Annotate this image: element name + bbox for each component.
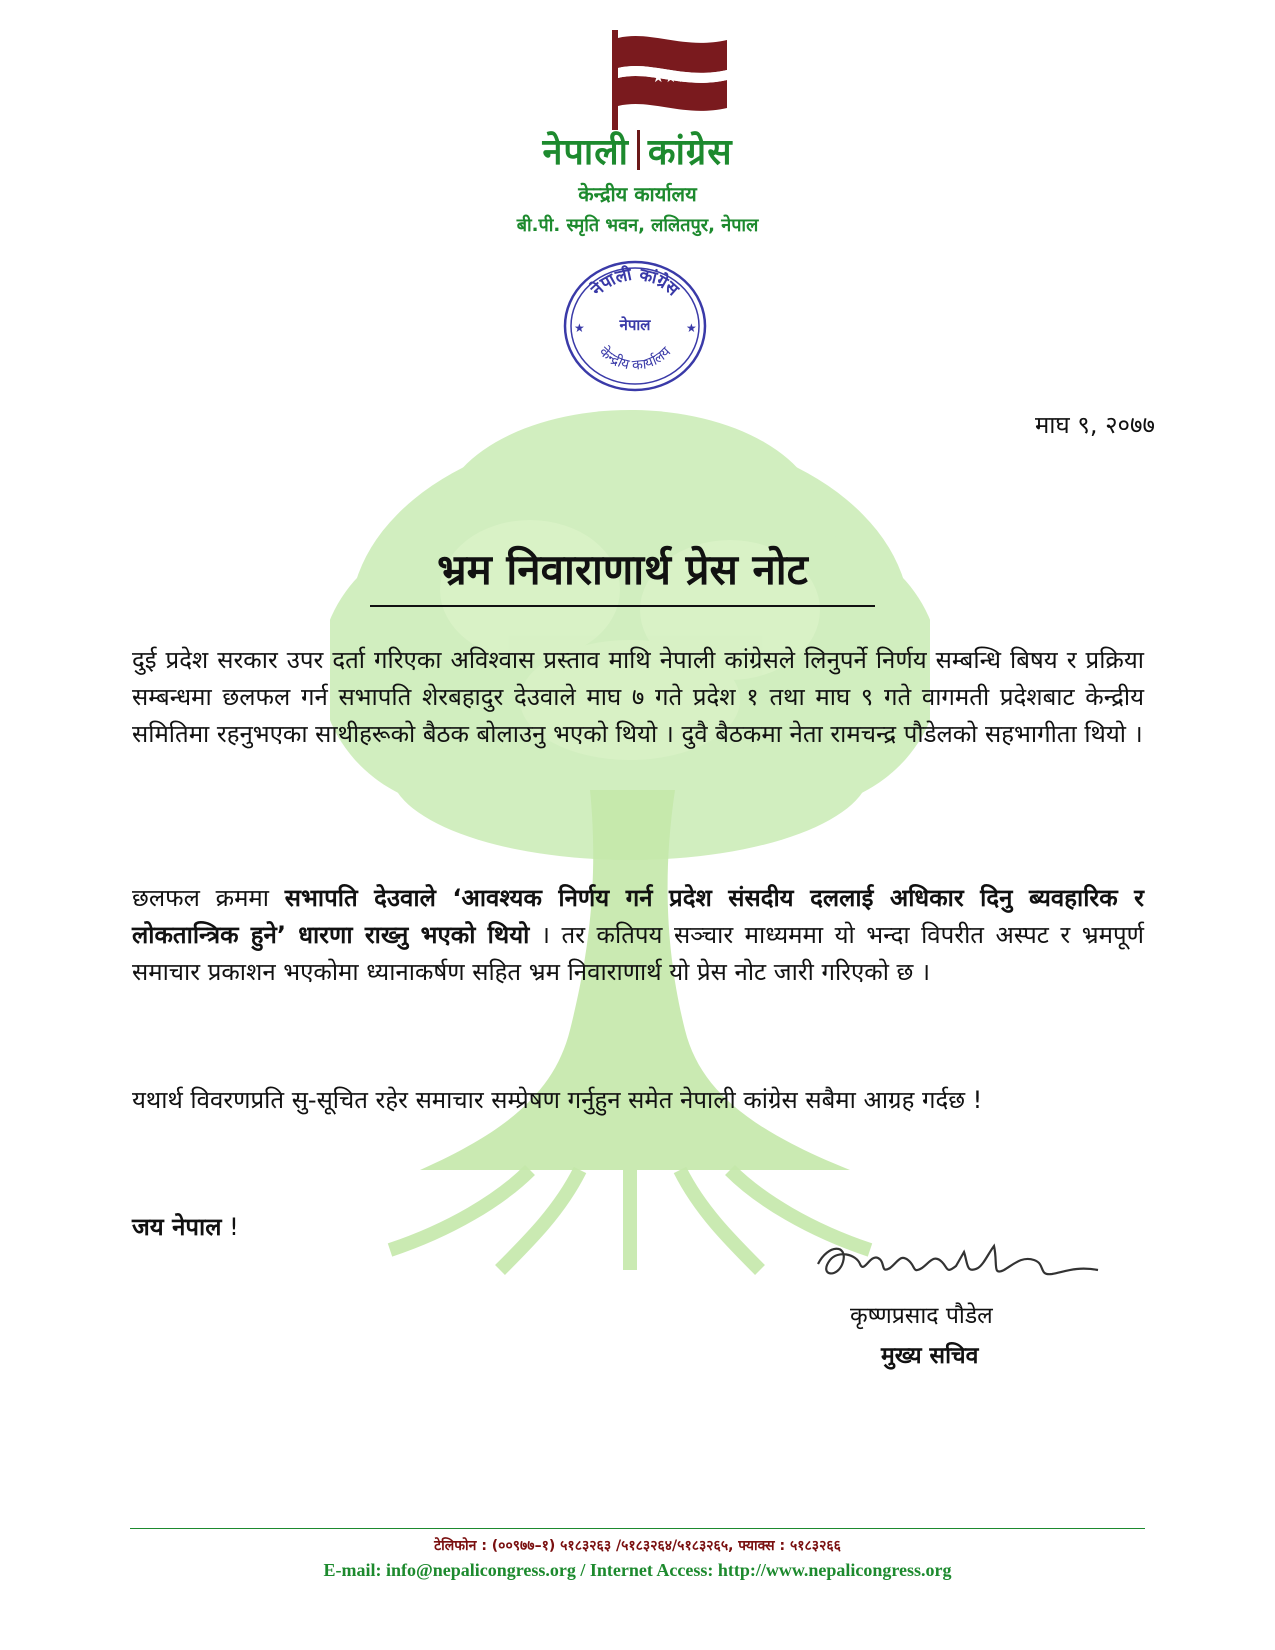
- stamp-text-top: नेपाली कांग्रेस: [587, 264, 683, 301]
- footer-divider: [130, 1528, 1145, 1529]
- party-name-right: कांग्रेस: [647, 132, 733, 173]
- paragraph-3: यथार्थ विवरणप्रति सु-सूचित रहेर समाचार सम्प्रेषण गर्नुहुन समेत नेपाली कांग्रेस सबैमा आग्रह गर्दछ !: [132, 1086, 983, 1114]
- party-flag-icon: [612, 30, 732, 130]
- document-title: भ्रम निवाराणार्थ प्रेस नोट: [370, 540, 875, 607]
- paragraph-2: [132, 880, 1144, 991]
- email-link[interactable]: info@nepalicongress.org: [385, 1560, 576, 1580]
- signatory-title: मुख्य सचिव: [881, 1343, 979, 1369]
- footer-contact: [0, 1560, 1275, 1581]
- footer-phone: टेलिफोन : (००९७७–१) ५१८३२६३ /५१८३२६४/५१८३२६५, फ्याक्स : ५१८३२६६: [434, 1538, 841, 1554]
- email-label: E-mail:: [323, 1560, 382, 1580]
- paragraph-1: दुई प्रदेश सरकार उपर दर्ता गरिएका अविश्वास प्रस्ताव माथि नेपाली कांग्रेसले लिनुपर्ने निर्णय सम्बन्धि बिषय र प्रक्रिया सम्बन्धमा छलफल गर्न सभापति शेरबहादुर देउवाले माघ ७ गते प्रदेश १ तथा माघ ९ गते वागमती प्रदेशबाट केन्द्रीय समितिमा रहनुभएका साथीहरूको बैठक बोलाउनु भएको थियो । दुवै बैठकमा नेता रामचन्द्र पौडेलको सहभागीता थियो ।: [132, 646, 1144, 748]
- party-name-divider: [637, 130, 640, 170]
- closing-end: !: [221, 1213, 239, 1241]
- stamp-star-icon: ★: [686, 321, 697, 335]
- website-link[interactable]: http://www.nepalicongress.org: [717, 1560, 952, 1580]
- footer-separator: /: [575, 1560, 590, 1580]
- handwritten-signature: [808, 1224, 1108, 1294]
- web-label: Internet Access:: [589, 1560, 714, 1580]
- office-stamp: [560, 258, 710, 394]
- document-date: माघ ९, २०७७: [1034, 411, 1155, 439]
- signatory-name: कृष्णप्रसाद पौडेल: [850, 1303, 993, 1329]
- party-name-left: नेपाली: [542, 132, 629, 173]
- office-address: बी.पी. स्मृति भवन, ललितपुर, नेपाल: [516, 215, 759, 236]
- closing-bold: जय नेपाल: [132, 1213, 222, 1241]
- svg-text:केन्द्रीय कार्यालय: [596, 343, 675, 374]
- stamp-text-center: नेपाल: [619, 316, 651, 334]
- stamp-star-icon: ★: [574, 321, 585, 335]
- party-name: [0, 126, 1275, 175]
- paragraph-2-bold: सभापति देउवाले ‘आवश्यक निर्णय गर्न प्रदेश संसदीय दललाई अधिकार दिनु ब्यवहारिक र लोकतान्त्रिक हुने’ धारणा राख्नु भएको थियो: [132, 884, 1144, 949]
- svg-text:★★★: ★★★: [652, 70, 690, 86]
- closing-salutation: [132, 1210, 239, 1243]
- paragraph-2-end: । तर कतिपय सञ्चार माध्यममा यो भन्दा विपरीत अस्पट र भ्रमपूर्ण समाचार प्रकाशन भएकोमा ध्यानाकर्षण सहित भ्रम निवाराणार्थ यो प्रेस नोट जारी गरिएको छ ।: [132, 921, 1144, 986]
- office-name: केन्द्रीय कार्यालय: [578, 182, 697, 206]
- stamp-text-bottom: केन्द्रीय कार्यालय: [595, 343, 675, 374]
- paragraph-2-start: छलफल क्रममा: [132, 884, 269, 912]
